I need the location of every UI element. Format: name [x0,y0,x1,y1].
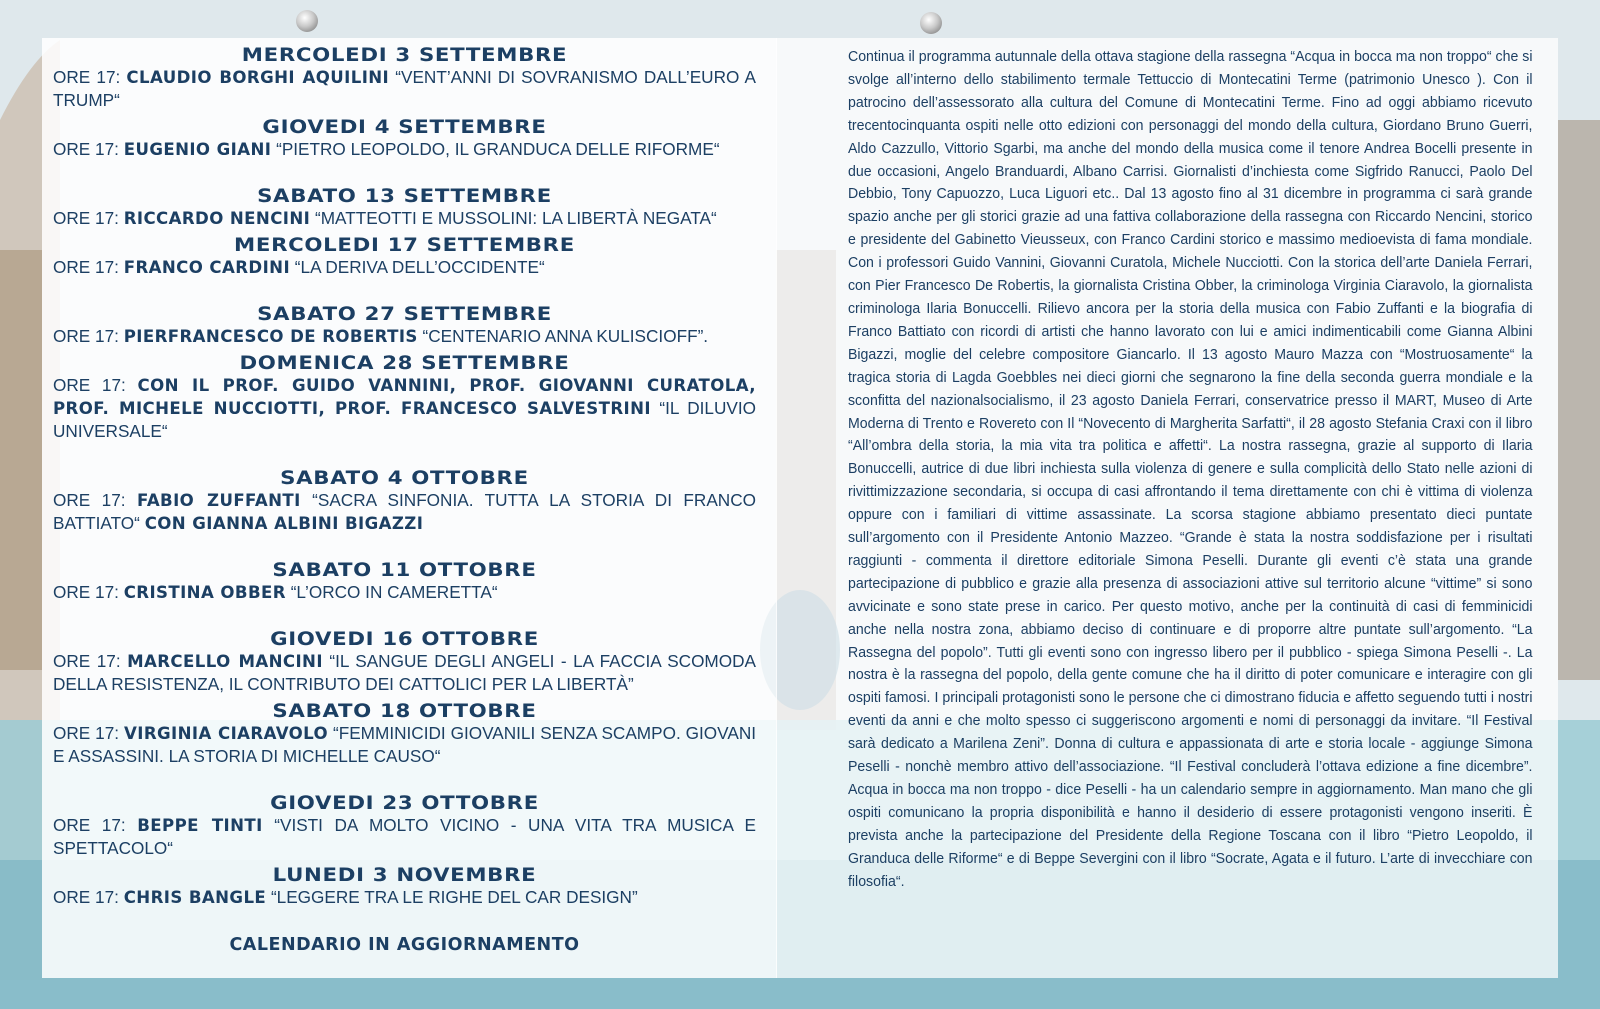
event-title: “MATTEOTTI E MUSSOLINI: LA LIBERTÀ NEGATA“ [315,208,717,228]
event-list [53,44,756,909]
event-hour: ORE 17: [53,582,119,602]
event-details [53,581,756,604]
event-speaker: CRISTINA OBBER [123,583,286,602]
event-title: “FEMMINICIDI GIOVANILI SENZA SCAMPO. GIOVANI E ASSASSINI. LA STORIA DI MICHELLE CAUSO“ [53,723,757,766]
pushpin-right [920,12,942,34]
event-item [53,864,756,909]
event-hour: ORE 17: [53,815,126,835]
event-item [53,467,756,535]
event-speaker: FABIO ZUFFANTI [136,491,301,510]
event-title: “CENTENARIO ANNA KULISCIOFF”. [422,326,709,346]
event-hour: ORE 17: [53,490,126,510]
event-details [53,256,756,279]
event-hour: ORE 17: [53,208,119,228]
event-hour: ORE 17: [53,139,119,159]
event-date: MERCOLEDI 3 SETTEMBRE [241,44,568,66]
event-date: SABATO 11 OTTOBRE [272,559,537,581]
event-hour: ORE 17: [53,67,121,87]
event-hour: ORE 17: [53,723,120,743]
event-title: “L’ORCO IN CAMERETTA“ [290,582,498,602]
pushpin-left [296,10,318,32]
event-title: “PIETRO LEOPOLDO, IL GRANDUCA DELLE RIFORME“ [276,139,720,159]
event-speaker: EUGENIO GIANI [123,140,272,159]
event-speaker: MARCELLO MANCINI [127,652,323,671]
event-item [53,116,756,161]
event-date: DOMENICA 28 SETTEMBRE [239,352,570,374]
event-date: GIOVEDI 16 OTTOBRE [270,628,539,650]
event-date: LUNEDI 3 NOVEMBRE [272,864,537,886]
event-title: “VENT’ANNI DI SOVRANISMO DALL’EURO A TRUMP“ [53,67,756,110]
event-details [53,374,756,443]
event-speaker: CHRIS BANGLE [123,888,267,907]
event-details [53,489,756,535]
event-hour: ORE 17: [53,326,119,346]
event-title: “SACRA SINFONIA. TUTTA LA STORIA DI FRANCO BATTIATO“ [53,490,756,533]
event-date: SABATO 13 SETTEMBRE [257,185,552,207]
event-details [53,650,756,696]
event-item [53,303,756,348]
event-title: “LEGGERE TRA LE RIGHE DEL CAR DESIGN” [270,887,638,907]
event-date: SABATO 18 OTTOBRE [272,700,537,722]
event-details [53,886,756,909]
event-speaker: CLAUDIO BORGHI AQUILINI [126,68,390,87]
event-date: MERCOLEDI 17 SETTEMBRE [234,234,575,256]
event-extra: CON GIANNA ALBINI BIGAZZI [144,514,424,533]
event-speaker: VIRGINIA CIARAVOLO [124,724,329,743]
event-details [53,325,756,348]
event-hour: ORE 17: [53,887,119,907]
event-details [53,207,756,230]
event-item [53,185,756,230]
event-details [53,66,756,112]
event-item [53,234,756,279]
event-item [53,792,756,860]
event-title: “IL DILUVIO UNIVERSALE“ [53,398,756,441]
event-date: GIOVEDI 4 SETTEMBRE [262,116,547,138]
event-speaker: CON IL PROF. GUIDO VANNINI, PROF. GIOVANNI CURATOLA, PROF. MICHELE NUCCIOTTI, PROF. FRANCESCO SALVESTRINI [53,376,756,418]
event-speaker: RICCARDO NENCINI [123,209,311,228]
event-title: “LA DERIVA DELL’OCCIDENTE“ [294,257,545,277]
event-date: SABATO 4 OTTOBRE [280,467,529,489]
event-details [53,138,756,161]
event-item [53,559,756,604]
event-item [53,44,756,112]
event-date: SABATO 27 SETTEMBRE [257,303,552,325]
event-item [53,700,756,768]
event-details [53,722,756,768]
event-hour: ORE 17: [53,375,126,395]
event-date: GIOVEDI 23 OTTOBRE [270,792,539,814]
calendar-note: CALENDARIO IN AGGIORNAMENTO [229,935,580,955]
event-speaker: FRANCO CARDINI [123,258,291,277]
event-speaker: BEPPE TINTI [137,816,263,835]
article-body: Continua il programma autunnale della ottava stagione della rassegna “Acqua in bocca ma non troppo“ che si svolge all’interno dello stabilimento termale Tettuccio di Montecatini Terme (patrimonio Unesco ). Con il patrocino dell’assessorato alla cultura del Comune di Montecatini Terme. Fino ad oggi abbiamo ricevuto trecentocinquanta ospiti nelle otto edizioni con personaggi del mondo della cultura, Giordano Bruno Guerri, Aldo Cazzullo, Vittorio Sgarbi, ma anche del mondo della musica come il tenore Andrea Bocelli presente in due occasioni, Angelo Branduardi, Albano Carrisi. Giornalisti d’inchiesta come Sigfrido Ranucci, Paolo Del Debbio, Tony Capuozzo, Luca Liguori etc.. Dal 13 agosto fino al 31 dicembre in programma ci sarà grande spazio anche per gli storici grazie ad una fattiva collaborazione della rassegna con Riccardo Nencini, storico e presidente del Gabinetto Vieusseux, con Franco Cardini storico e massimo medioevista di fama mondiale. Con i professori Guido Vannini, Giovanni Curatola, Michele Nucciotti. Con la storica dell’arte Daniela Ferrari, con Pier Francesco De Robertis, la giornalista Cristina Obber, la criminologa Virginia Ciaravolo, la giornalista criminologa Ilaria Bonuccelli. Rilievo ancora per la storia della musica con Fabio Zuffanti e la biografia di Franco Battiato con ricordi di artisti che hanno lavorato con lui e amici indimenticabili come Gianna Albini Bigazzi, moglie del celebre compositore Giancarlo. Il 13 agosto Mauro Mazza con “Mostruosamente“ la tragica storia di Lagda Goebbles nei dieci giorni che segnarono la fine della seconda guerra mondiale e la sconfitta del nazionalsocialismo, il 23 agosto Daniela Ferrari, conservatrice presso il MART, Museo di Arte Moderna di Trento e Rovereto con Il “Novecento di Margherita Sarfatti“, il 28 agosto Stefania Craxi con il libro “All’ombra della storia, la mia vita tra politica e affetti“. La nostra rassegna, grazie al supporto di Ilaria Bonuccelli, autrice di due libri inchiesta sulla violenza di genere e sulla complicità dello Stato nelle azioni di rivittimizzazione secondaria, si occupa di casi affrontando il tema direttamente con chi è vittima di violenza oppure con i familiari di vittime assassinate. La scorsa stagione abbiamo presentato dieci puntate sull’argomento con il Presidente Antonio Mazzeo. “Grande è stata la nostra soddisfazione per i risultati raggiunti - commenta il direttore editoriale Simona Peselli. Durante gli eventi c’è stata una grande partecipazione di pubblico e grazie alla presenza di associazioni attive sul territorio alcune “vittime” si sono avvicinate e sono state prese in carico. Per questo motivo, anche per la continuità di casi di femminicidi anche nella nostra zona, abbiamo deciso di continuare e di proporre altre puntate sull’argomento. “La Rassegna del popolo”. Tutti gli eventi sono con ingresso libero per il pubblico - spiega Simona Peselli -. La nostra è la rassegna del popolo, della gente comune che ha il diritto di poter comunicare e interagire con gli ospiti famosi. I principali protagonisti sono le persone che ci dimostrano fiducia e affetto seguendo tutti i nostri eventi da anni e che molto spesso ci suggeriscono argomenti e nomi di personaggi da invitare. “Il Festival sarà dedicato a Marilena Zeni”. Donna di cultura e appassionata di arte e storia locale - aggiunge Simona Peselli - nonchè membro attivo dell’associazione. “Il Festival concluderà l’ottava edizione a fine dicembre”. Acqua in bocca ma non troppo - dice Peselli - ha un calendario sempre in aggiornamento. Man mano che gli ospiti comunicano la propria disponibilità e hanno il desiderio di essere protagonisti vengono inseriti. È prevista anche la partecipazione del Presidente della Regione Toscana con il libro “Pietro Leopoldo, il Granduca delle Riforme“ e di Beppe Severgini con il libro “Socrate, Agata e il futuro. L’arte di invecchiare con filosofia“. [848,48,1533,890]
event-hour: ORE 17: [53,651,121,671]
event-item [53,352,756,443]
event-hour: ORE 17: [53,257,119,277]
event-speaker: PIERFRANCESCO DE ROBERTIS [123,327,418,346]
event-details [53,814,756,860]
event-title: “VISTI DA MOLTO VICINO - UNA VITA TRA MUSICA E SPETTACOLO“ [53,815,756,858]
event-item [53,628,756,696]
event-title: “IL SANGUE DEGLI ANGELI - LA FACCIA SCOMODA DELLA RESISTENZA, IL CONTRIBUTO DEI CATTOLICI PER LA LIBERTÀ” [53,651,756,694]
